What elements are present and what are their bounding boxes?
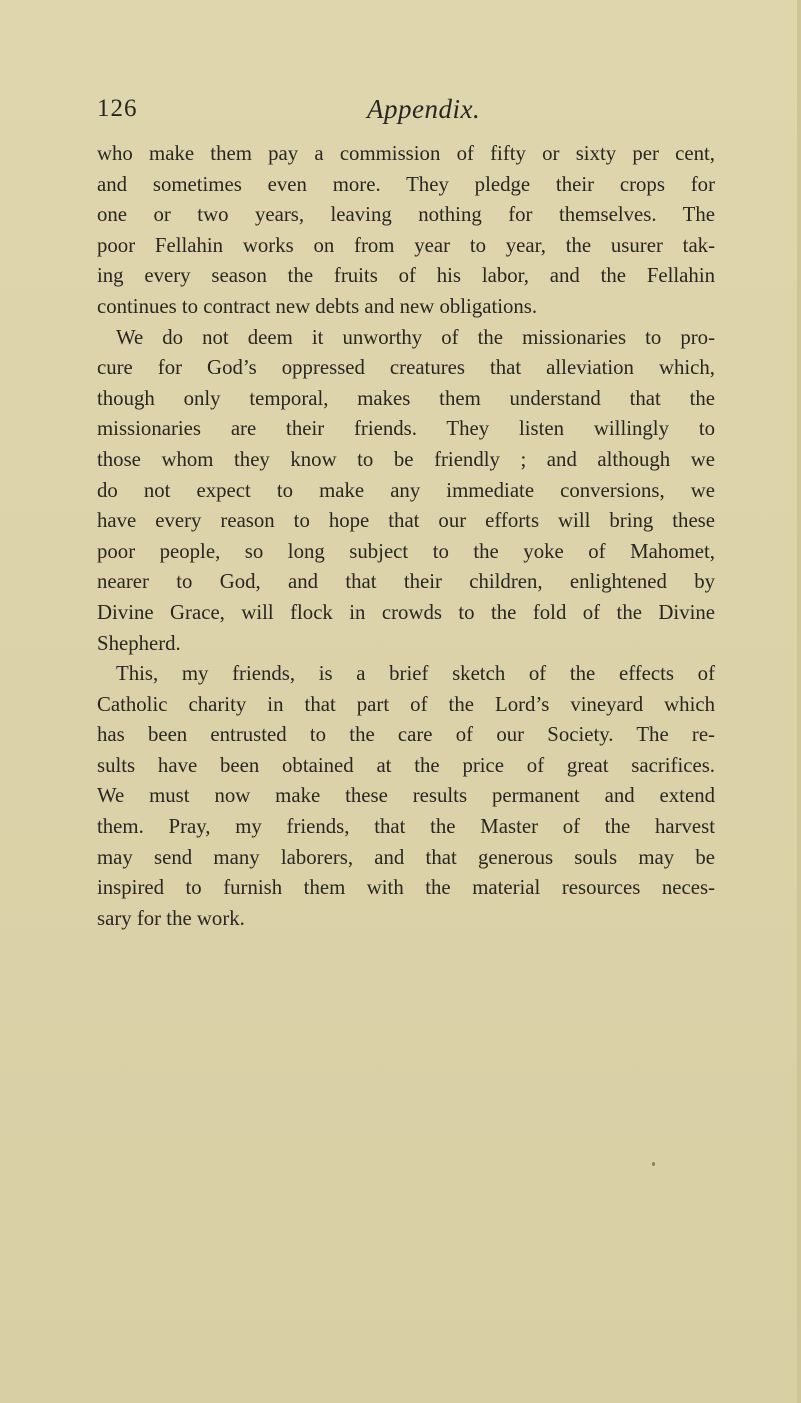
text-line: has been entrusted to the care of our Society. The re- — [97, 723, 715, 747]
text-line: missionaries are their friends. They listen willingly to — [97, 417, 715, 441]
paper-speck — [652, 1162, 655, 1166]
text-line: them. Pray, my friends, that the Master of the harvest — [97, 815, 715, 839]
text-line: sults have been obtained at the price of great sacrifices. — [97, 753, 715, 777]
text-line: continues to contract new debts and new obligations. — [97, 294, 538, 318]
page-header — [97, 94, 717, 130]
text-line: one or two years, leaving nothing for themselves. The — [97, 203, 715, 227]
text-line: poor people, so long subject to the yoke of Mahomet, — [97, 539, 715, 563]
text-line: Shepherd. — [97, 631, 181, 655]
text-line: ing every season the fruits of his labor, and the Fellahin — [97, 264, 715, 288]
text-line: though only temporal, makes them understand that the — [97, 386, 715, 410]
text-line: cure for God’s oppressed creatures that alleviation which, — [97, 356, 715, 380]
text-line: sary for the work. — [97, 906, 245, 930]
text-line: Catholic charity in that part of the Lord’s vineyard which — [97, 692, 715, 716]
text-line: nearer to God, and that their children, enlightened by — [97, 570, 715, 594]
text-line: We must now make these results permanent and extend — [97, 784, 715, 808]
text-line: who make them pay a commission of fifty or sixty per cent, — [97, 142, 715, 165]
page-number: 126 — [97, 95, 138, 122]
text-line: those whom they know to be friendly ; and although we — [97, 447, 715, 471]
text-line: inspired to furnish them with the material resources neces- — [97, 876, 715, 900]
text-line: and sometimes even more. They pledge their crops for — [97, 172, 715, 196]
paragraph-start-line: This, my friends, is a brief sketch of the effects of — [116, 662, 715, 686]
running-head: Appendix. — [367, 94, 481, 124]
text-line: Divine Grace, will flock in crowds to the fold of the Divine — [97, 600, 715, 624]
paragraph-start-line: We do not deem it unworthy of the missionaries to pro- — [116, 325, 715, 349]
body-text — [97, 139, 715, 934]
text-line: have every reason to hope that our efforts will bring these — [97, 509, 715, 533]
text-line: may send many laborers, and that generous souls may be — [97, 845, 715, 869]
text-line: poor Fellahin works on from year to year, the usurer tak- — [97, 233, 715, 257]
text-line: do not expect to make any immediate conversions, we — [97, 478, 715, 502]
page-edge — [797, 0, 801, 1403]
